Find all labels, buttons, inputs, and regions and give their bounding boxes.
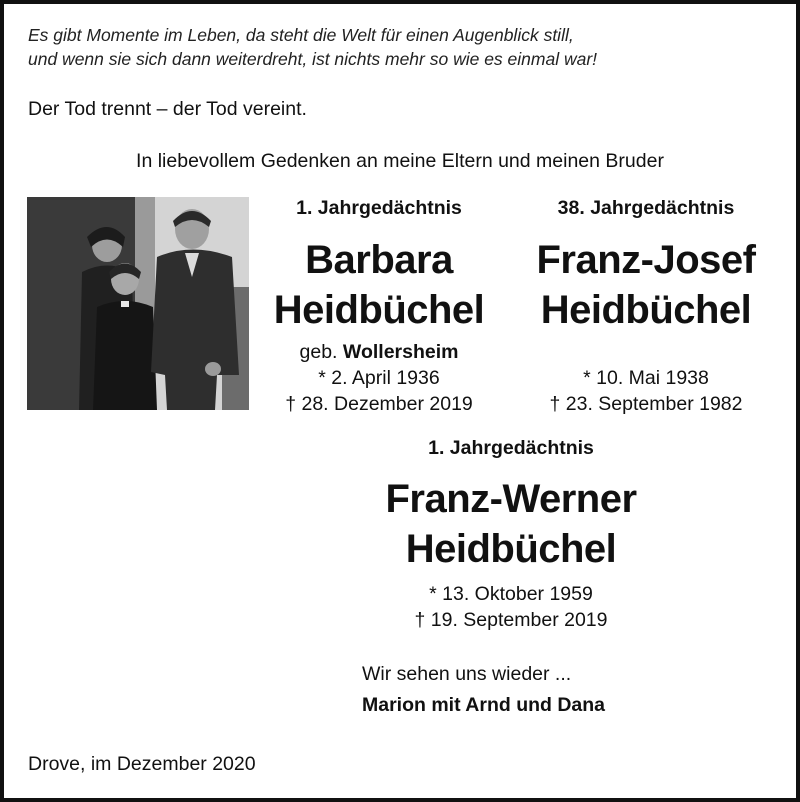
anniversary-label-franz-werner: 1. Jahrgedächtnis [428, 437, 594, 459]
death-date-franz-josef: † 23. September 1982 [549, 393, 743, 415]
last-name-franz-werner: Heidbüchel [405, 527, 617, 571]
motto: Der Tod trennt – der Tod vereint. [28, 98, 307, 120]
signature: Marion mit Arnd und Dana [362, 694, 606, 716]
first-name-franz-josef: Franz-Josef [536, 238, 756, 282]
anniversary-label-franz-josef: 38. Jahrgedächtnis [557, 197, 735, 219]
quote-line-1: Es gibt Momente im Leben, da steht die Welt für einen Augenblick still, [28, 25, 574, 45]
maiden-name-line [300, 341, 459, 364]
birth-date-barbara: * 2. April 1936 [318, 367, 440, 389]
quote-line-2: und wenn sie sich dann weiterdreht, ist nichts mehr so wie es einmal war! [28, 49, 598, 69]
birth-date-franz-josef: * 10. Mai 1938 [583, 367, 709, 389]
maiden-name: Wollersheim [342, 341, 459, 363]
anniversary-label-barbara: 1. Jahrgedächtnis [296, 197, 462, 219]
birth-date-franz-werner: * 13. Oktober 1959 [429, 583, 593, 605]
last-name-barbara: Heidbüchel [273, 288, 485, 332]
last-name-franz-josef: Heidbüchel [540, 288, 752, 332]
maiden-prefix: geb. [299, 341, 338, 363]
dedication: In liebevollem Gedenken an meine Eltern und meinen Bruder [136, 150, 664, 172]
family-photo [27, 197, 249, 410]
death-date-franz-werner: † 19. September 2019 [414, 609, 608, 631]
farewell-line: Wir sehen uns wieder ... [362, 663, 572, 685]
first-name-barbara: Barbara [305, 238, 453, 282]
place-date: Drove, im Dezember 2020 [28, 753, 256, 775]
first-name-franz-werner: Franz-Werner [385, 477, 637, 521]
death-date-barbara: † 28. Dezember 2019 [285, 393, 473, 415]
